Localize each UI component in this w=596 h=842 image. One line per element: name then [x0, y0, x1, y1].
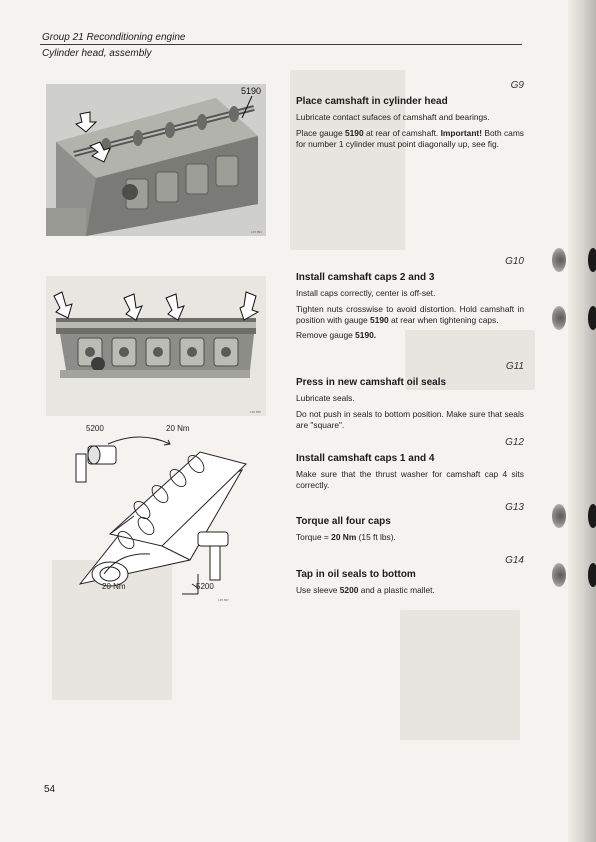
photo-camshaft-with-gauge — [46, 84, 266, 236]
section-subtitle: Cylinder head, assembly — [42, 48, 152, 59]
header-rule — [40, 44, 522, 45]
body-text: Install caps correctly, center is off-set. — [296, 288, 436, 298]
step-text — [296, 288, 524, 299]
step-text — [296, 585, 524, 596]
step-number: G10 — [505, 256, 524, 267]
step-text — [296, 469, 524, 491]
step-title: Tap in oil seals to bottom — [296, 569, 416, 580]
body-text: Both cams for number 1 cylinder must point diagonally up, see fig. — [296, 127, 524, 149]
body-text: at rear when tightening caps. — [388, 314, 499, 325]
step-g12 — [296, 437, 524, 491]
binder-hole — [552, 306, 566, 330]
step-number: G12 — [505, 437, 524, 448]
binder-hole-shadow — [588, 504, 596, 528]
step-title: Install camshaft caps 1 and 4 — [296, 453, 435, 464]
page-number: 54 — [44, 784, 56, 795]
emphasis-text: 20 Nm — [331, 532, 357, 542]
step-g14 — [296, 555, 524, 596]
binder-hole-shadow — [588, 563, 596, 587]
step-title: Torque all four caps — [296, 516, 391, 527]
body-text: Make sure that the thrust washer for camshaft cap 4 sits correctly. — [296, 469, 524, 490]
body-text: Do not push in seals to bottom position. Make sure that seals are "square". — [296, 408, 524, 430]
body-text: Lubricate contact sufaces of camshaft and bearings. — [296, 112, 490, 122]
step-number: G14 — [505, 555, 524, 566]
step-text — [296, 330, 524, 341]
show-through-3 — [400, 610, 520, 740]
emphasis-text: 5190 — [344, 127, 364, 138]
step-text — [296, 304, 524, 326]
step-title: Place camshaft in cylinder head — [296, 96, 448, 107]
body-text: Remove gauge — [296, 330, 356, 341]
emphasis-text: Important! — [440, 127, 483, 138]
section-title: Group 21 Reconditioning engine — [42, 32, 186, 43]
binder-hole — [552, 563, 566, 587]
figure-code: 125 893 — [251, 230, 262, 234]
step-text — [296, 128, 524, 150]
body-text: (15 ft lbs). — [356, 532, 396, 542]
figure-code: 125 897 — [218, 598, 229, 602]
step-g13 — [296, 502, 524, 543]
body-text: Lubricate seals. — [296, 393, 355, 403]
body-text: and a plastic mallet. — [358, 585, 435, 595]
step-number: G11 — [505, 361, 524, 372]
step-g9 — [296, 80, 524, 149]
step-title: Press in new camshaft oil seals — [296, 377, 447, 388]
emphasis-text: 5190 — [370, 314, 389, 325]
torque-label: 20 Nm — [166, 424, 190, 433]
body-text: Place gauge — [296, 127, 345, 138]
diagram-oil-seal-installation — [50, 424, 264, 604]
binder-hole-shadow — [588, 306, 596, 330]
step-text — [296, 112, 524, 123]
figure-code: 125 895 — [250, 410, 261, 414]
binder-hole — [552, 504, 566, 528]
step-g11 — [296, 361, 524, 430]
photo-camshaft-caps — [46, 276, 266, 416]
step-number: G9 — [510, 80, 524, 91]
sleeve-label: 5200 — [86, 424, 104, 433]
body-text: at rear of camshaft. — [363, 127, 441, 138]
step-g10 — [296, 256, 524, 341]
torque-label: 20 Nm — [102, 582, 126, 591]
gauge-callout-label: 5190 — [241, 86, 262, 96]
step-text — [296, 409, 524, 431]
binder-hole — [552, 248, 566, 272]
emphasis-text: 5190. — [355, 330, 377, 341]
body-text: Tighten nuts crosswise to avoid distortion. Hold camshaft in position with gauge — [296, 303, 524, 325]
step-text — [296, 532, 524, 543]
body-text: Use sleeve — [296, 585, 340, 595]
binder-hole-shadow — [588, 248, 596, 272]
page-edge-shadow — [568, 0, 596, 842]
step-title: Install camshaft caps 2 and 3 — [296, 272, 435, 283]
step-text — [296, 393, 524, 404]
sleeve-label: 5200 — [196, 582, 214, 591]
step-number: G13 — [505, 502, 524, 513]
body-text: Torque = — [296, 532, 332, 542]
emphasis-text: 5200 — [339, 585, 359, 595]
